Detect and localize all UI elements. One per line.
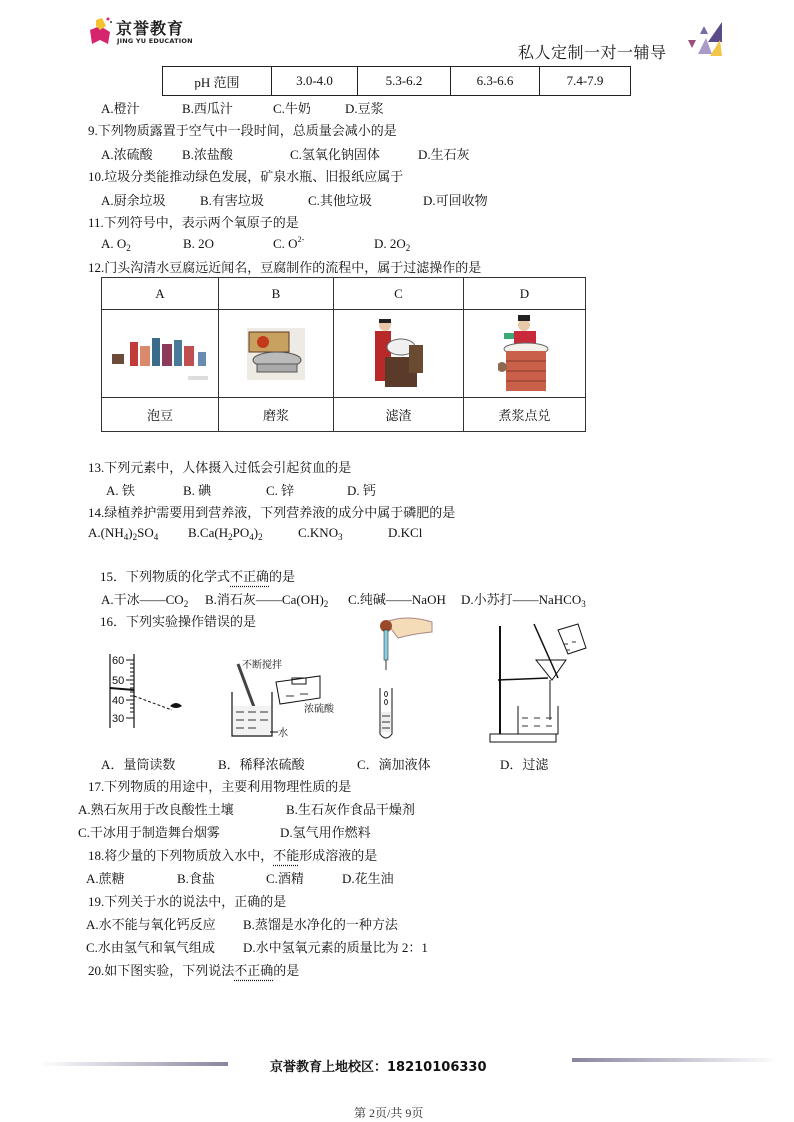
step-label: 煮浆点兑 bbox=[464, 398, 586, 432]
option: C. 锌 bbox=[266, 483, 295, 498]
footer-contact: 京誉教育上地校区：18210106330 bbox=[270, 1060, 487, 1075]
option: A.橙汁 bbox=[101, 101, 140, 116]
boiling-pulp-illustration-icon bbox=[498, 315, 552, 393]
option: D. $2O_2$ bbox=[374, 236, 411, 253]
option: C.纯碱——NaOH bbox=[348, 592, 446, 607]
soaking-beans-illustration-icon bbox=[108, 324, 212, 384]
option: $B.Ca(H_2PO_4)_2$ bbox=[188, 525, 263, 542]
col-header-b: B bbox=[219, 278, 334, 310]
option: $C.KNO_3$ bbox=[298, 525, 343, 542]
logo-english-text: JING YU EDUCATION bbox=[117, 37, 193, 45]
step-label: 滤渣 bbox=[334, 398, 464, 432]
footer-divider-right bbox=[572, 1058, 780, 1062]
option: A.干冰$——CO_2$ bbox=[101, 592, 189, 609]
grinding-mill-illustration-icon bbox=[247, 328, 305, 380]
option: B.有害垃圾 bbox=[200, 193, 264, 208]
option: C.水由氢气和氧气组成 bbox=[86, 940, 215, 955]
option: A.浓硫酸 bbox=[101, 147, 153, 162]
filtration-apparatus-figure-icon bbox=[488, 620, 588, 744]
option: C．滴加液体 bbox=[357, 757, 431, 772]
q10-stem: 10.垃圾分类能推动绿色发展，矿泉水瓶、旧报纸应属于 bbox=[88, 169, 404, 184]
ph-cell: 5.3-6.2 bbox=[358, 67, 451, 96]
option: B．稀释浓硫酸 bbox=[218, 757, 305, 772]
svg-text:60: 60 bbox=[112, 655, 125, 667]
image-cell-c bbox=[334, 310, 464, 398]
option: C. $O^{2-}$ bbox=[273, 235, 305, 251]
option: $A.(NH_4)_2SO_4$ bbox=[88, 525, 159, 542]
option: A.熟石灰用于改良酸性土壤 bbox=[78, 802, 234, 817]
q20-stem: 20.如下图实验，下列说法不正确的是 bbox=[88, 963, 300, 978]
emphasis-text: 不正确 bbox=[230, 569, 270, 584]
option: A. 铁 bbox=[106, 483, 135, 498]
option: B.消石灰$——Ca(OH)_2$ bbox=[205, 592, 329, 609]
q15-stem: 15．下列物质的化学式不正确的是 bbox=[100, 569, 296, 584]
option: D.氢气用作燃料 bbox=[280, 825, 371, 840]
option: B.蒸馏是水净化的一种方法 bbox=[243, 917, 398, 932]
header-slogan: 私人定制一对一辅导 bbox=[518, 43, 667, 62]
dropper-test-tube-figure-icon bbox=[376, 614, 436, 744]
option: D.小苏打——NaHCO$_3$ bbox=[461, 592, 586, 609]
q11-stem: 11.下列符号中，表示两个氧原子的是 bbox=[88, 215, 299, 230]
option: A. $O_2$ bbox=[101, 236, 131, 253]
svg-text:浓硫酸: 浓硫酸 bbox=[304, 704, 334, 715]
ph-header-cell: pH 范围 bbox=[163, 67, 272, 96]
svg-text:不断搅拌: 不断搅拌 bbox=[242, 660, 282, 671]
logo-mark-icon bbox=[88, 16, 114, 46]
q8-options bbox=[0, 98, 794, 116]
q9-stem: 9.下列物质露置于空气中一段时间，总质量会减小的是 bbox=[88, 123, 397, 138]
filtering-dregs-illustration-icon bbox=[373, 317, 425, 391]
page-number: 第 2页/共 9页 bbox=[354, 1106, 424, 1120]
image-cell-b bbox=[219, 310, 334, 398]
q14-stem: 14.绿植养护需要用到营养液，下列营养液的成分中属于磷肥的是 bbox=[88, 505, 456, 520]
option: D.豆浆 bbox=[345, 101, 384, 116]
triangle-decoration-icon bbox=[686, 20, 726, 60]
q18-stem: 18.将少量的下列物质放入水中，不能形成溶液的是 bbox=[88, 848, 378, 863]
q19-stem: 19.下列关于水的说法中，正确的是 bbox=[88, 894, 287, 909]
q16-stem: 16．下列实验操作错误的是 bbox=[100, 614, 257, 629]
option: A.蔗糖 bbox=[86, 871, 125, 886]
col-header-d: D bbox=[464, 278, 586, 310]
ph-cell: 3.0-4.0 bbox=[272, 67, 358, 96]
option: D.水中氢氧元素的质量比为 2：1 bbox=[243, 940, 428, 955]
step-label: 磨浆 bbox=[219, 398, 334, 432]
svg-text:30: 30 bbox=[112, 713, 125, 725]
option: D.KCl bbox=[388, 525, 423, 540]
option: A.水不能与氧化钙反应 bbox=[86, 917, 216, 932]
col-header-a: A bbox=[102, 278, 219, 310]
option: D.生石灰 bbox=[418, 147, 470, 162]
graduated-cylinder-figure-icon bbox=[104, 650, 194, 730]
q13-stem: 13.下列元素中，人体摄入过低会引起贫血的是 bbox=[88, 460, 352, 475]
q17-stem: 17.下列物质的用途中，主要利用物理性质的是 bbox=[88, 779, 352, 794]
option: B.西瓜汁 bbox=[182, 101, 233, 116]
emphasis-text: 不能 bbox=[273, 848, 300, 863]
option: D. 钙 bbox=[347, 483, 376, 498]
option: B.生石灰作食品干燥剂 bbox=[286, 802, 415, 817]
option: B.食盐 bbox=[177, 871, 215, 886]
option: C.牛奶 bbox=[273, 101, 311, 116]
q12-stem: 12.门头沟清水豆腐远近闻名，豆腐制作的流程中，属于过滤操作的是 bbox=[88, 260, 482, 275]
option: B. 2O bbox=[183, 236, 215, 251]
footer-divider-left bbox=[40, 1062, 228, 1066]
dilute-sulfuric-acid-figure-icon bbox=[226, 656, 338, 746]
option: A．量筒读数 bbox=[101, 757, 176, 772]
step-label: 泡豆 bbox=[102, 398, 219, 432]
tofu-process-table bbox=[101, 277, 586, 432]
option: C.酒精 bbox=[266, 871, 304, 886]
option: B. 碘 bbox=[183, 483, 212, 498]
option: D．过滤 bbox=[500, 757, 549, 772]
option: D.花生油 bbox=[342, 871, 394, 886]
option: D.可回收物 bbox=[423, 193, 488, 208]
option: A.厨余垃圾 bbox=[101, 193, 166, 208]
option: C.氢氧化钠固体 bbox=[290, 147, 380, 162]
svg-text:水: 水 bbox=[278, 728, 288, 739]
image-cell-a bbox=[102, 310, 219, 398]
logo-chinese-text: 京誉教育 bbox=[116, 19, 185, 38]
image-cell-d bbox=[464, 310, 586, 398]
option: C.干冰用于制造舞台烟雾 bbox=[78, 825, 220, 840]
ph-range-table bbox=[162, 66, 631, 96]
svg-text:50: 50 bbox=[112, 675, 125, 687]
ph-cell: 6.3-6.6 bbox=[451, 67, 540, 96]
option: C.其他垃圾 bbox=[308, 193, 372, 208]
svg-text:40: 40 bbox=[112, 695, 125, 707]
option: B.浓盐酸 bbox=[182, 147, 233, 162]
emphasis-text: 不正确 bbox=[234, 963, 274, 978]
ph-cell: 7.4-7.9 bbox=[540, 67, 631, 96]
col-header-c: C bbox=[334, 278, 464, 310]
brand-logo bbox=[88, 14, 198, 48]
